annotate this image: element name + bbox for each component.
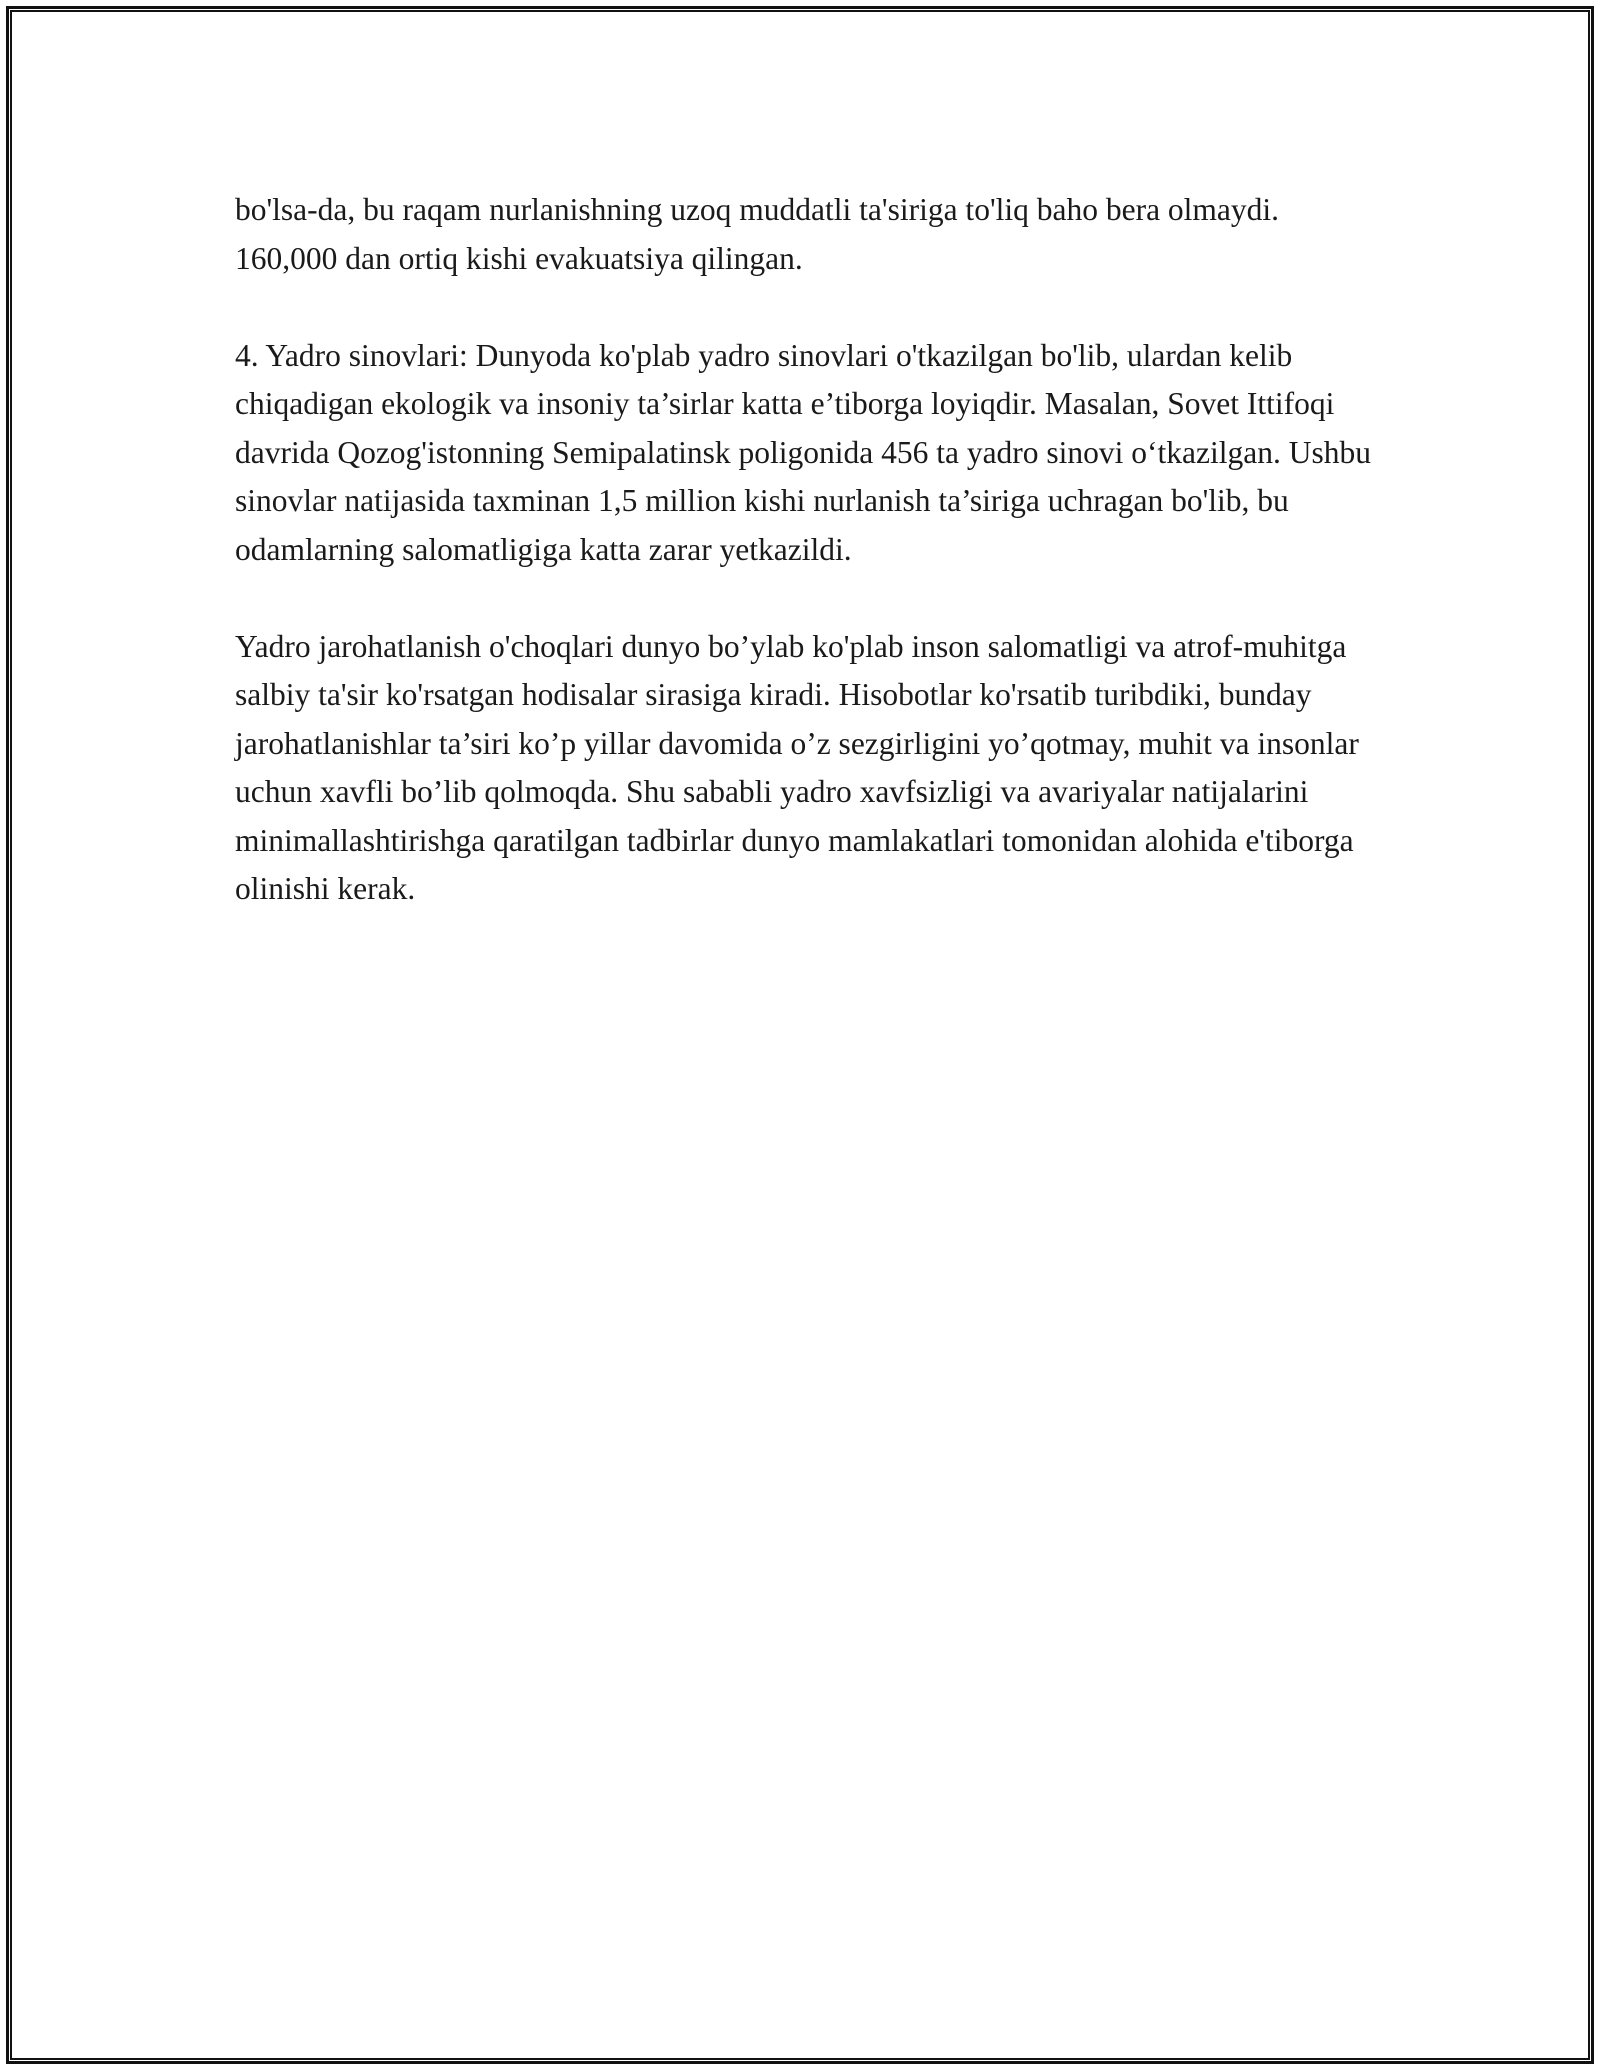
paragraph-conclusion: Yadro jarohatlanish o'choqlari dunyo bo’ylab ko'plab inson salomatligi va atrof-muhitga salbiy ta'sir ko'rsatgan hodisalar sirasiga kiradi. Hisobotlar ko'rsatib turibdiki, bunday jarohatlanishlar ta’siri ko’p yillar davomida o’z sezgirligini yo’qotmay, muhit va insonlar uchun xavfli bo’lib qolmoqda. Shu sababli yadro xavfsizligi va avariyalar natijalarini minimallashtirishga qaratilgan tadbirlar dunyo mamlakatlari tomonidan alohida e'tiborga olinishi kerak. <box>235 628 1359 906</box>
paragraph-nuclear-tests: 4. Yadro sinovlari: Dunyoda ko'plab yadro sinovlari o'tkazilgan bo'lib, ulardan kelib chiqadigan ekologik va insoniy ta’sirlar katta e’tiborga loyiqdir. Masalan, Sovet Ittifoqi davrida Qozog'istonning Semipalatinsk poligonida 456 ta yadro sinovi o‘tkazilgan. Ushbu sinovlar natijasida taxminan 1,5 million kishi nurlanish ta’siriga uchragan bo'lib, bu odamlarning salomatligiga katta zarar yetkazildi. <box>235 337 1371 567</box>
paragraph-evacuation: bo'lsa-da, bu raqam nurlanishning uzoq muddatli ta'siriga to'liq baho bera olmaydi. 160,000 dan ortiq kishi evakuatsiya qilingan. <box>235 192 1280 276</box>
document-body <box>235 186 1375 914</box>
